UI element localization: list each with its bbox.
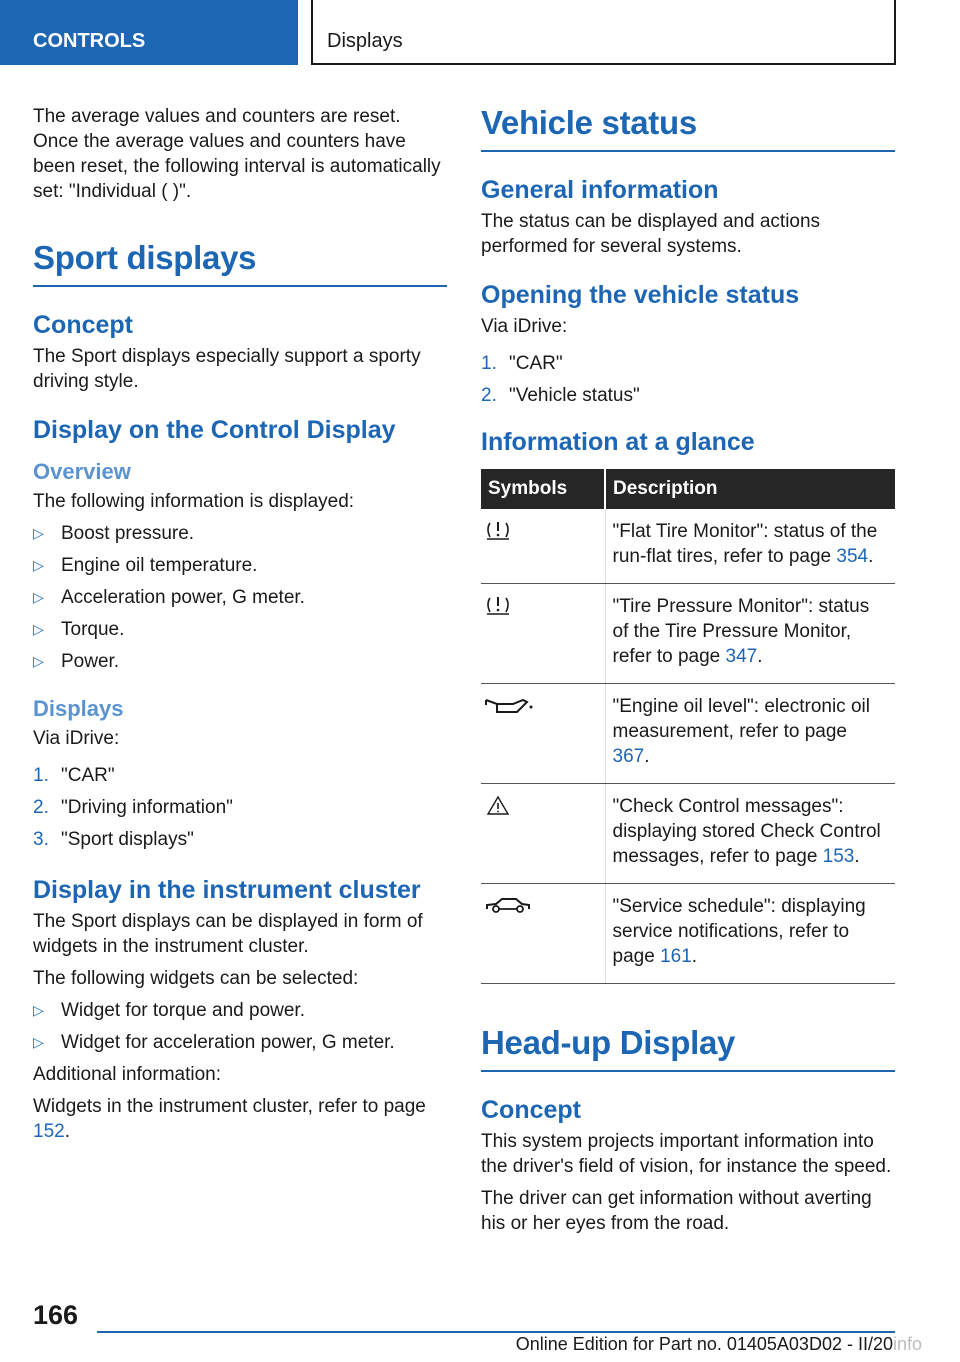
heading-information-glance: Information at a glance	[481, 428, 755, 456]
overview-list	[33, 521, 447, 674]
table-row: "Check Control messages": displaying stored Check Control messages, refer to page 153.	[481, 784, 895, 884]
general-text: The status can be displayed and actions performed for several systems.	[481, 211, 821, 257]
widget-list	[33, 998, 447, 1055]
page-link[interactable]: 161	[660, 946, 692, 967]
page-number: 166	[33, 1300, 79, 1330]
heading-overview: Overview	[33, 459, 131, 484]
left-column	[33, 104, 447, 1151]
car-service-icon	[483, 894, 533, 916]
list-item: ▷ Widget for torque and power.	[33, 1000, 305, 1021]
heading-opening-vehicle-status: Opening the vehicle status	[481, 281, 800, 309]
opening-via: Via iDrive:	[481, 316, 568, 337]
chapter-title: Displays	[327, 30, 403, 52]
section-heading-head-up-display: Head-up Display	[481, 1024, 895, 1072]
page-link[interactable]: 354	[836, 546, 869, 567]
chapter-box	[311, 0, 896, 65]
step-item: 2. "Vehicle status"	[481, 385, 640, 406]
section-title: CONTROLS	[33, 30, 146, 52]
triangle-bullet-icon: ▷	[33, 653, 44, 669]
table-row: "Tire Pressure Monitor": status of the Tire Pressure Monitor, refer to page 347.	[481, 584, 895, 684]
table-row: "Engine oil level": electronic oil measurement, refer to page 367.	[481, 684, 895, 784]
column-header-symbols: Symbols	[481, 469, 605, 509]
right-column	[481, 104, 895, 1243]
triangle-bullet-icon: ▷	[33, 621, 44, 637]
widgets-text: The following widgets can be selected:	[33, 968, 359, 989]
hud-text: This system projects important information into the driver's field of vision, for instance the speed.	[481, 1131, 892, 1177]
displays-steps	[33, 763, 447, 852]
list-item: ▷ Torque.	[33, 619, 125, 640]
section-heading-vehicle-status: Vehicle status	[481, 104, 895, 152]
warning-triangle-icon	[483, 794, 513, 816]
step-item: 3. "Sport displays"	[33, 829, 194, 850]
list-item: ▷ Engine oil temperature.	[33, 555, 258, 576]
triangle-bullet-icon: ▷	[33, 557, 44, 573]
table-header-row	[481, 469, 895, 509]
displays-via: Via iDrive:	[33, 728, 120, 749]
symbols-table	[481, 469, 895, 984]
watermark-text: info	[893, 1334, 923, 1354]
tire-pressure-warning-icon	[483, 594, 513, 616]
heading-general-information: General information	[481, 176, 719, 204]
list-item: ▷ Widget for acceleration power, G meter.	[33, 1032, 395, 1053]
triangle-bullet-icon: ▷	[33, 1034, 44, 1050]
intro-paragraph: Once the average values and counters have been reset, the following interval is automatically set: "Individual ( )".	[33, 131, 441, 202]
step-item: 1. "CAR"	[33, 765, 115, 786]
list-item: ▷ Acceleration power, G meter.	[33, 587, 305, 608]
cluster-text: The Sport displays can be displayed in form of widgets in the instrument cluster.	[33, 911, 423, 957]
step-item: 1. "CAR"	[481, 353, 563, 374]
page-link[interactable]: 152	[33, 1121, 65, 1142]
overview-text: The following information is displayed:	[33, 491, 355, 512]
opening-steps	[481, 351, 895, 408]
page-link[interactable]: 347	[725, 646, 758, 667]
list-item: ▷ Power.	[33, 651, 120, 672]
page-link[interactable]: 367	[612, 746, 645, 767]
heading-concept: Concept	[33, 311, 133, 339]
edition-text: Online Edition for Part no. 01405A03D02 - II/20	[515, 1334, 893, 1354]
section-tab	[0, 0, 298, 65]
page-link[interactable]: 153	[822, 846, 855, 867]
triangle-bullet-icon: ▷	[33, 525, 44, 541]
heading-control-display: Display on the Control Display	[33, 416, 396, 444]
widgets-reference: Widgets in the instrument cluster, refer to page 152.	[33, 1096, 426, 1142]
table-row: "Flat Tire Monitor": status of the run-flat tires, refer to page 354.	[481, 509, 895, 584]
footer-divider	[97, 1331, 895, 1333]
list-item: ▷ Boost pressure.	[33, 523, 195, 544]
triangle-bullet-icon: ▷	[33, 1002, 44, 1018]
heading-instrument-cluster: Display in the instrument cluster	[33, 876, 421, 904]
heading-displays: Displays	[33, 696, 124, 721]
intro-paragraph: The average values and counters are reset.	[33, 106, 401, 127]
step-item: 2. "Driving information"	[33, 797, 233, 818]
heading-hud-concept: Concept	[481, 1096, 581, 1124]
section-heading-sport-displays: Sport displays	[33, 239, 447, 287]
hud-text: The driver can get information without averting his or her eyes from the road.	[481, 1188, 872, 1234]
concept-text: The Sport displays especially support a sporty driving style.	[33, 346, 421, 392]
flat-tire-warning-icon	[483, 519, 513, 541]
triangle-bullet-icon: ▷	[33, 589, 44, 605]
column-header-description: Description	[605, 469, 895, 509]
additional-info-label: Additional information:	[33, 1064, 221, 1085]
oil-can-icon	[483, 694, 533, 716]
table-row: "Service schedule": displaying service notifications, refer to page 161.	[481, 884, 895, 984]
